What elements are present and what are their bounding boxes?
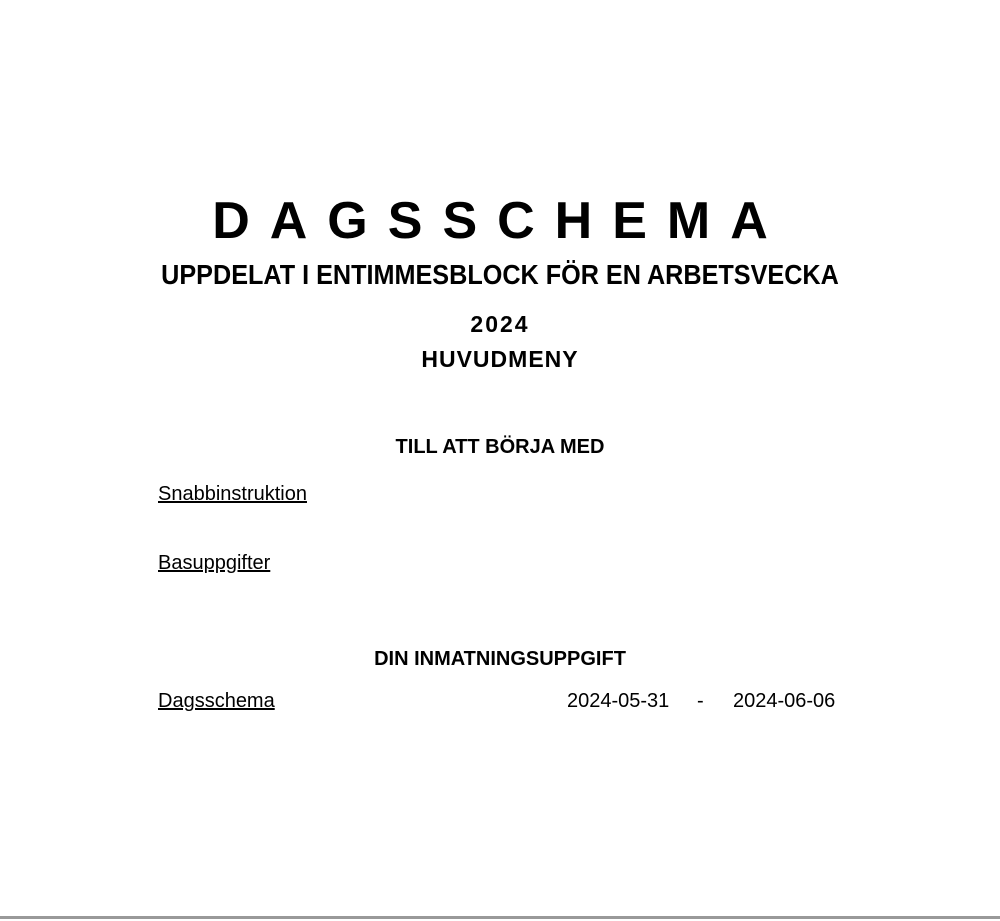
section-heading-getting-started: TILL ATT BÖRJA MED: [395, 436, 605, 458]
date-range-end: 2024-06-06: [733, 690, 836, 712]
link-snabbinstruktion[interactable]: Snabbinstruktion: [158, 483, 307, 505]
link-basuppgifter[interactable]: Basuppgifter: [158, 552, 271, 574]
main-menu-title: HUVUDMENY: [421, 346, 579, 372]
link-dagsschema[interactable]: Dagsschema: [158, 690, 275, 712]
page-subtitle: UPPDELAT I ENTIMMESBLOCK FÖR EN ARBETSVECKA: [161, 259, 839, 290]
page-title: DAGSSCHEMA: [212, 192, 788, 250]
date-range-separator: -: [697, 690, 704, 712]
year-label: 2024: [470, 311, 530, 337]
date-range-start: 2024-05-31: [567, 690, 670, 712]
section-heading-input-task: DIN INMATNINGSUPPGIFT: [374, 648, 626, 670]
bottom-divider: [0, 916, 1000, 919]
